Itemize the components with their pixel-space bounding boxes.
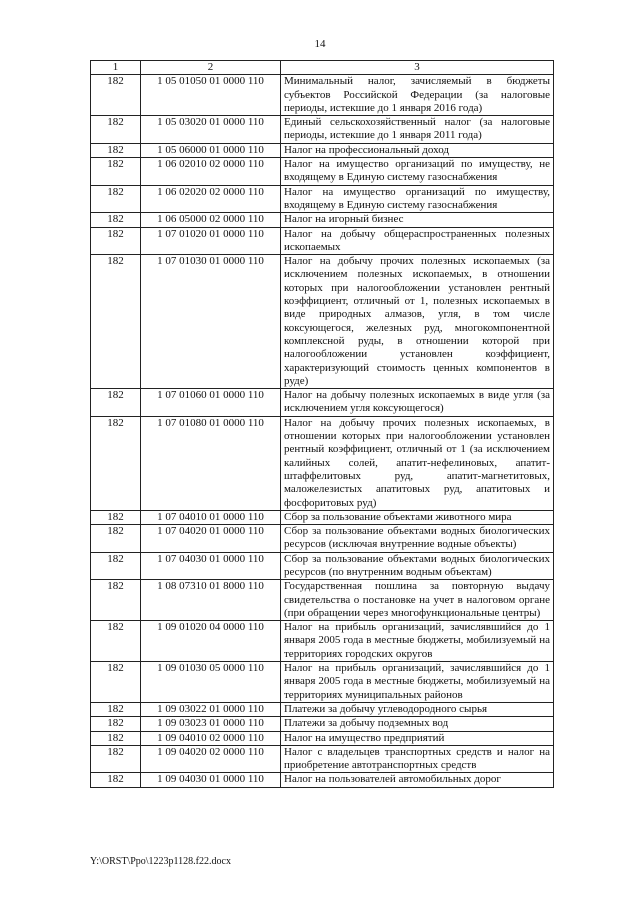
table-row [91, 702, 554, 716]
revenue-name-cell: Сбор за пользование объектами водных биологических ресурсов (исключая внутренние водные объекты) [281, 525, 554, 553]
kbk-code-cell: 1 07 01080 01 0000 110 [141, 416, 281, 510]
table-row [91, 717, 554, 731]
kbk-code-cell: 1 05 01050 01 0000 110 [141, 75, 281, 116]
revenue-name-cell: Налог на добычу прочих полезных ископаемых, в отношении которых при налогообложении установлен рентный коэффициент, отличный от 1 (за исключением калийных солей, апатит-нефелиновых, апатит-штаффелитовых руд, апатит-магнетитовых, маложелезистых апатитовых руд, апатитовых и фосфоритовых руд) [281, 416, 554, 510]
revenue-name-cell: Минимальный налог, зачисляемый в бюджеты субъектов Российской Федерации (за налоговые периоды, истекшие до 1 января 2016 года) [281, 75, 554, 116]
kbk-code-cell: 1 09 03022 01 0000 110 [141, 702, 281, 716]
admin-code-cell: 182 [91, 416, 141, 510]
admin-code-cell: 182 [91, 158, 141, 186]
table-row [91, 580, 554, 621]
admin-code-cell: 182 [91, 745, 141, 773]
admin-code-cell: 182 [91, 662, 141, 703]
table-row [91, 75, 554, 116]
table-row [91, 552, 554, 580]
table-row [91, 416, 554, 510]
kbk-code-cell: 1 09 04010 02 0000 110 [141, 731, 281, 745]
admin-code-cell: 182 [91, 717, 141, 731]
kbk-code-cell: 1 07 01060 01 0000 110 [141, 389, 281, 417]
kbk-code-cell: 1 09 04030 01 0000 110 [141, 773, 281, 787]
admin-code-cell: 182 [91, 525, 141, 553]
kbk-code-cell: 1 05 03020 01 0000 110 [141, 116, 281, 144]
revenue-name-cell: Налог на игорный бизнес [281, 213, 554, 227]
table-row [91, 143, 554, 157]
table-row [91, 213, 554, 227]
table-row [91, 525, 554, 553]
revenue-name-cell: Налог на имущество предприятий [281, 731, 554, 745]
page-number: 14 [314, 38, 326, 50]
kbk-code-cell: 1 06 05000 02 0000 110 [141, 213, 281, 227]
revenue-name-cell: Налог на добычу полезных ископаемых в виде угля (за исключением угля коксующегося) [281, 389, 554, 417]
kbk-code-cell: 1 09 03023 01 0000 110 [141, 717, 281, 731]
admin-code-cell: 182 [91, 510, 141, 524]
table-row [91, 389, 554, 417]
admin-code-cell: 182 [91, 75, 141, 116]
table-row [91, 662, 554, 703]
table-row [91, 255, 554, 389]
admin-code-cell: 182 [91, 731, 141, 745]
kbk-code-cell: 1 09 04020 02 0000 110 [141, 745, 281, 773]
table-row [91, 510, 554, 524]
table-row [91, 227, 554, 255]
column-header-1: 1 [91, 61, 141, 75]
revenue-name-cell: Налог на имущество организаций по имуществу, входящему в Единую систему газоснабжения [281, 185, 554, 213]
revenue-name-cell: Налог на прибыль организаций, зачислявшийся до 1 января 2005 года в местные бюджеты, мобилизуемый на территориях городских округов [281, 621, 554, 662]
revenue-name-cell: Налог на добычу прочих полезных ископаемых (за исключением полезных ископаемых, в отношении которых при налогообложении установлен рентный коэффициент, отличный от 1, полезных ископаемых в виде природных алмазов, угля, в том числе коксующегося, железных руд, многокомпонентной комплексной руды, в отношении которой при налогообложении установлен коэффициент, характеризующий стоимость ценных компонентов в руде) [281, 255, 554, 389]
kbk-code-cell: 1 07 04010 01 0000 110 [141, 510, 281, 524]
kbk-code-cell: 1 08 07310 01 8000 110 [141, 580, 281, 621]
table-row [91, 621, 554, 662]
admin-code-cell: 182 [91, 580, 141, 621]
revenue-name-cell: Платежи за добычу подземных вод [281, 717, 554, 731]
revenue-name-cell: Государственная пошлина за повторную выдачу свидетельства о постановке на учет в налоговом органе (при обращении через многофункциональные центры) [281, 580, 554, 621]
revenue-name-cell: Налог на имущество организаций по имуществу, не входящему в Единую систему газоснабжения [281, 158, 554, 186]
table-row [91, 745, 554, 773]
admin-code-cell: 182 [91, 773, 141, 787]
table-header-row [91, 61, 554, 75]
kbk-code-cell: 1 09 01030 05 0000 110 [141, 662, 281, 703]
admin-code-cell: 182 [91, 552, 141, 580]
kbk-code-cell: 1 07 04030 01 0000 110 [141, 552, 281, 580]
admin-code-cell: 182 [91, 213, 141, 227]
revenue-name-cell: Налог на прибыль организаций, зачислявшийся до 1 января 2005 года в местные бюджеты, мобилизуемый на территориях муниципальных районов [281, 662, 554, 703]
column-header-2: 2 [141, 61, 281, 75]
revenue-name-cell: Налог на добычу общераспространенных полезных ископаемых [281, 227, 554, 255]
kbk-code-cell: 1 07 01020 01 0000 110 [141, 227, 281, 255]
footer-file-path: Y:\ORST\Ppo\1223p1128.f22.docx [90, 856, 231, 867]
kbk-code-cell: 1 09 01020 04 0000 110 [141, 621, 281, 662]
kbk-code-cell: 1 07 04020 01 0000 110 [141, 525, 281, 553]
admin-code-cell: 182 [91, 227, 141, 255]
admin-code-cell: 182 [91, 255, 141, 389]
table-row [91, 158, 554, 186]
column-header-3: 3 [281, 61, 554, 75]
revenue-name-cell: Налог на профессиональный доход [281, 143, 554, 157]
kbk-code-cell: 1 05 06000 01 0000 110 [141, 143, 281, 157]
revenue-name-cell: Налог с владельцев транспортных средств и налог на приобретение автотранспортных средств [281, 745, 554, 773]
kbk-code-cell: 1 07 01030 01 0000 110 [141, 255, 281, 389]
table-row [91, 731, 554, 745]
revenue-name-cell: Единый сельскохозяйственный налог (за налоговые периоды, истекшие до 1 января 2011 года) [281, 116, 554, 144]
kbk-code-cell: 1 06 02020 02 0000 110 [141, 185, 281, 213]
admin-code-cell: 182 [91, 621, 141, 662]
admin-code-cell: 182 [91, 185, 141, 213]
admin-code-cell: 182 [91, 702, 141, 716]
admin-code-cell: 182 [91, 389, 141, 417]
kbk-code-cell: 1 06 02010 02 0000 110 [141, 158, 281, 186]
revenue-codes-table [90, 60, 554, 788]
table-row [91, 185, 554, 213]
revenue-name-cell: Сбор за пользование объектами животного мира [281, 510, 554, 524]
admin-code-cell: 182 [91, 143, 141, 157]
admin-code-cell: 182 [91, 116, 141, 144]
revenue-name-cell: Сбор за пользование объектами водных биологических ресурсов (по внутренним водным объектам) [281, 552, 554, 580]
revenue-name-cell: Налог на пользователей автомобильных дорог [281, 773, 554, 787]
revenue-name-cell: Платежи за добычу углеводородного сырья [281, 702, 554, 716]
table-row [91, 773, 554, 787]
table-row [91, 116, 554, 144]
